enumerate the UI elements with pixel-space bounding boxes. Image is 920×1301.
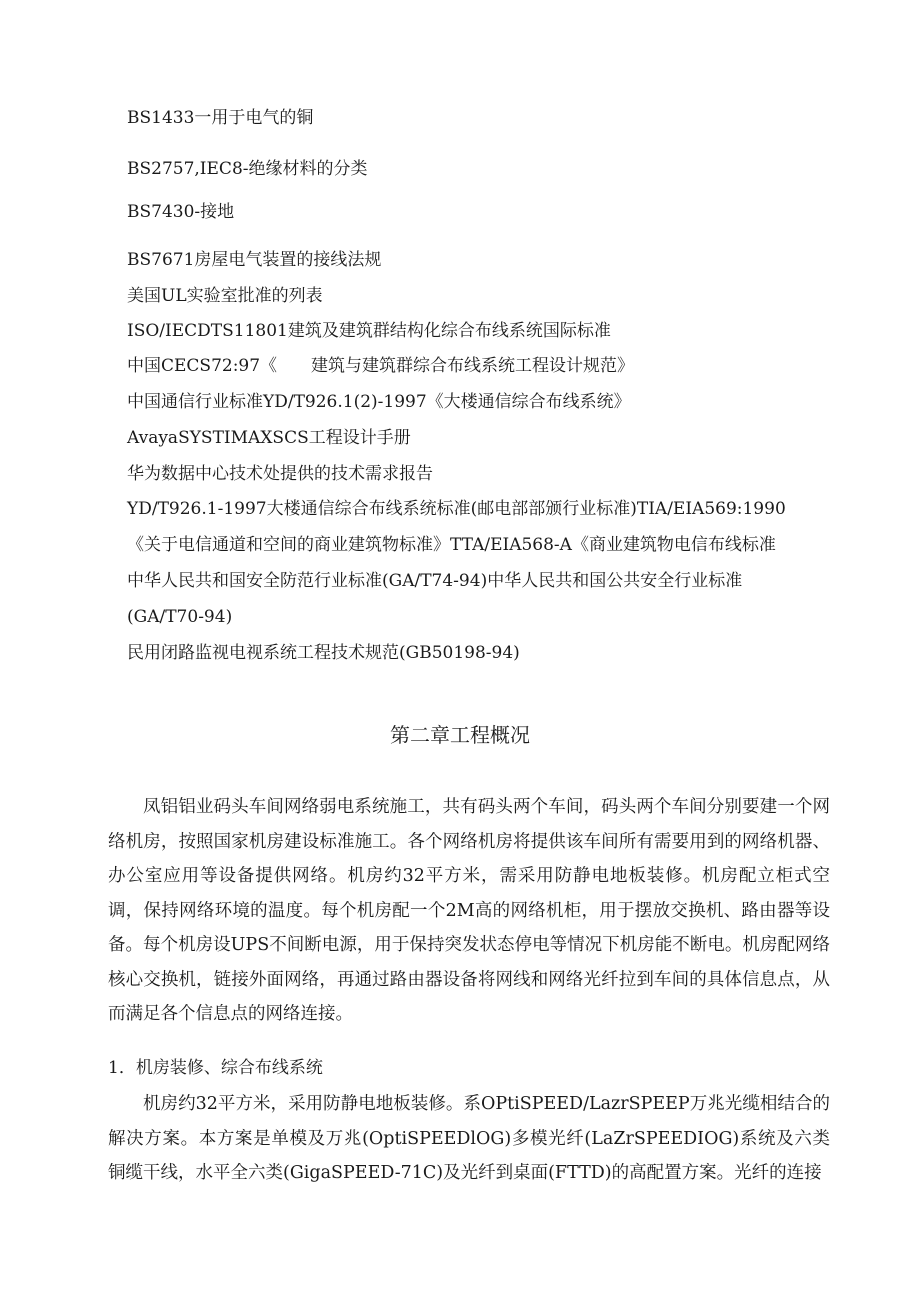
reference-line: 美国UL实验室批准的列表 <box>127 286 323 306</box>
reference-line: BS7671房屋电气装置的接线法规 <box>127 250 382 270</box>
reference-line: YD/T926.1-1997大楼通信综合布线系统标准(邮电部部颁行业标准)TIA/EIA569:1990 <box>127 499 786 519</box>
reference-line: BS7430-接地 <box>127 202 235 222</box>
reference-line: 中国CECS72:97《 建筑与建筑群综合布线系统工程设计规范》 <box>127 356 635 376</box>
reference-line: AvayaSYSTIMAXSCS工程设计手册 <box>127 428 411 448</box>
section-heading: 1．机房装修、综合布线系统 <box>108 1058 323 1078</box>
reference-line: 民用闭路监视电视系统工程技术规范(GB50198-94) <box>127 643 520 663</box>
reference-line: 《关于电信通道和空间的商业建筑物标准》TTA/EIA568-A《商业建筑物电信布线标准 <box>127 535 776 555</box>
reference-line: 中华人民共和国安全防范行业标准(GA/T74-94)中华人民共和国公共安全行业标准 <box>127 571 743 591</box>
chapter-title: 第二章工程概况 <box>390 723 530 747</box>
reference-line: (GA/T70-94) <box>127 607 233 627</box>
section-paragraph: 机房约32平方米，采用防静电地板装修。系OPtiSPEED/LazrSPEEP万兆光缆相结合的解决方案。本方案是单模及万兆(OptiSPEEDlOG)多模光纤(LaZrSPEEDIOG)系统及六类铜缆干线，水平全六类(GigaSPEED-71C)及光纤到桌面(FTTD)的高配置方案。光纤的连接 <box>108 1094 830 1183</box>
reference-line: 中国通信行业标准YD/T926.1(2)-1997《大楼通信综合布线系统》 <box>127 392 631 412</box>
reference-line: BS1433一用于电气的铜 <box>127 108 314 128</box>
reference-line: ISO/IECDTS11801建筑及建筑群结构化综合布线系统国际标准 <box>127 321 611 341</box>
overview-paragraph: 凤铝铝业码头车间网络弱电系统施工，共有码头两个车间，码头两个车间分别要建一个网络机房，按照国家机房建设标准施工。各个网络机房将提供该车间所有需要用到的网络机器、办公室应用等设备提供网络。机房约32平方米，需采用防静电地板装修。机房配立柜式空调，保持网络环境的温度。每个机房配一个2M高的网络机柜，用于摆放交换机、路由器等设备。每个机房设UPS不间断电源，用于保持突发状态停电等情况下机房能不断电。机房配网络核心交换机，链接外面网络，再通过路由器设备将网线和网络光纤拉到车间的具体信息点，从而满足各个信息点的网络连接。 <box>108 797 830 1024</box>
reference-line: BS2757,IEC8-绝缘材料的分类 <box>127 159 368 179</box>
reference-line: 华为数据中心技术处提供的技术需求报告 <box>127 464 433 484</box>
